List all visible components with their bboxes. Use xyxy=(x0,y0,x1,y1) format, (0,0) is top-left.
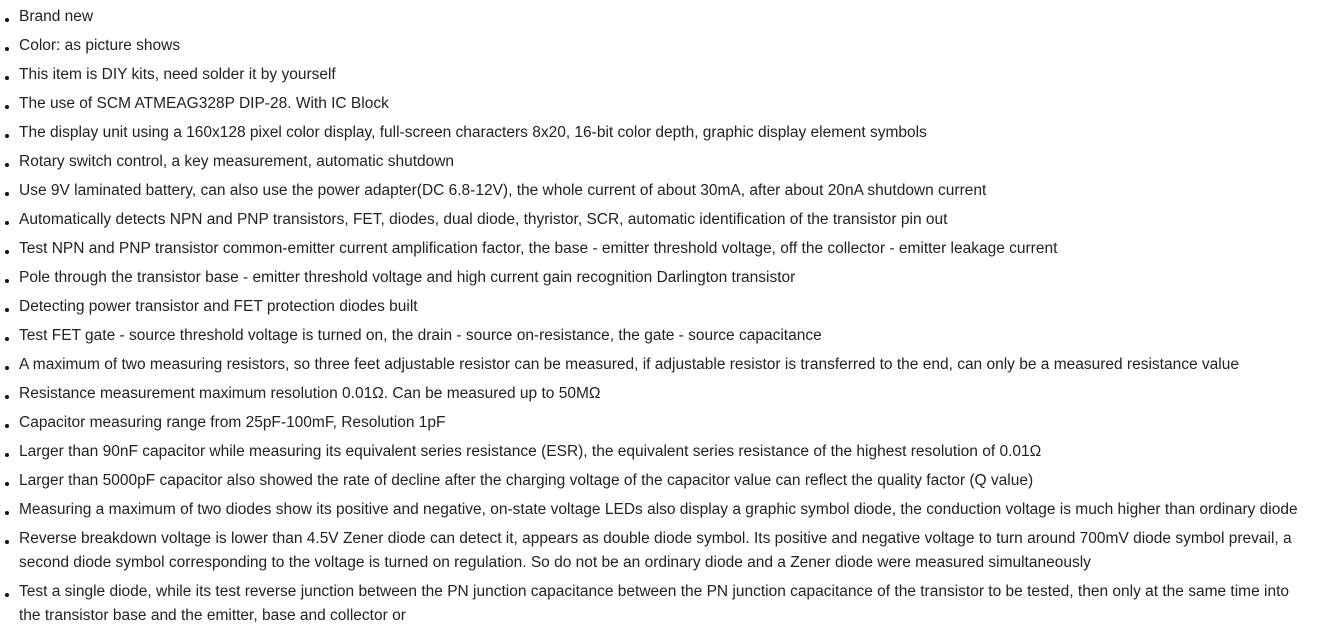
feature-list xyxy=(0,5,1319,633)
list-item: Rotary switch control, a key measurement, automatic shutdown xyxy=(0,150,1319,174)
list-item: The display unit using a 160x128 pixel color display, full-screen characters 8x20, 16-bit color depth, graphic display element symbols xyxy=(0,121,1319,145)
list-item: Color: as picture shows xyxy=(0,34,1319,58)
list-item: This item is DIY kits, need solder it by yourself xyxy=(0,63,1319,87)
list-item: Measuring a maximum of two diodes show its positive and negative, on-state voltage LEDs also display a graphic symbol diode, the conduction voltage is much higher than ordinary diode xyxy=(0,498,1319,522)
list-item: Reverse breakdown voltage is lower than 4.5V Zener diode can detect it, appears as double diode symbol. Its positive and negative voltage to turn around 700mV diode symbol prevail, a second diode symbol corresponding to the voltage is turned on regulation. So do not be an ordinary diode and a Zener diode were measured simultaneously xyxy=(0,527,1319,575)
list-item: Test NPN and PNP transistor common-emitter current amplification factor, the base - emitter threshold voltage, off the collector - emitter leakage current xyxy=(0,237,1319,261)
list-item: Test a single diode, while its test reverse junction between the PN junction capacitance between the PN junction capacitance of the transistor to be tested, then only at the same time into the transistor base and the emitter, base and collector or xyxy=(0,580,1319,628)
list-item: Automatically detects NPN and PNP transistors, FET, diodes, dual diode, thyristor, SCR, automatic identification of the transistor pin out xyxy=(0,208,1319,232)
list-item: Larger than 5000pF capacitor also showed the rate of decline after the charging voltage of the capacitor value can reflect the quality factor (Q value) xyxy=(0,469,1319,493)
list-item: Test FET gate - source threshold voltage is turned on, the drain - source on-resistance, the gate - source capacitance xyxy=(0,324,1319,348)
list-item: Resistance measurement maximum resolution 0.01Ω. Can be measured up to 50MΩ xyxy=(0,382,1319,406)
list-item: A maximum of two measuring resistors, so three feet adjustable resistor can be measured, if adjustable resistor is transferred to the end, can only be a measured resistance value xyxy=(0,353,1319,377)
list-item: Detecting power transistor and FET protection diodes built xyxy=(0,295,1319,319)
list-item: The use of SCM ATMEAG328P DIP-28. With IC Block xyxy=(0,92,1319,116)
list-item: Capacitor measuring range from 25pF-100mF, Resolution 1pF xyxy=(0,411,1319,435)
list-item: Pole through the transistor base - emitter threshold voltage and high current gain recognition Darlington transistor xyxy=(0,266,1319,290)
list-item: Larger than 90nF capacitor while measuring its equivalent series resistance (ESR), the equivalent series resistance of the highest resolution of 0.01Ω xyxy=(0,440,1319,464)
list-item: Use 9V laminated battery, can also use the power adapter(DC 6.8-12V), the whole current of about 30mA, after about 20nA shutdown current xyxy=(0,179,1319,203)
list-item: Brand new xyxy=(0,5,1319,29)
